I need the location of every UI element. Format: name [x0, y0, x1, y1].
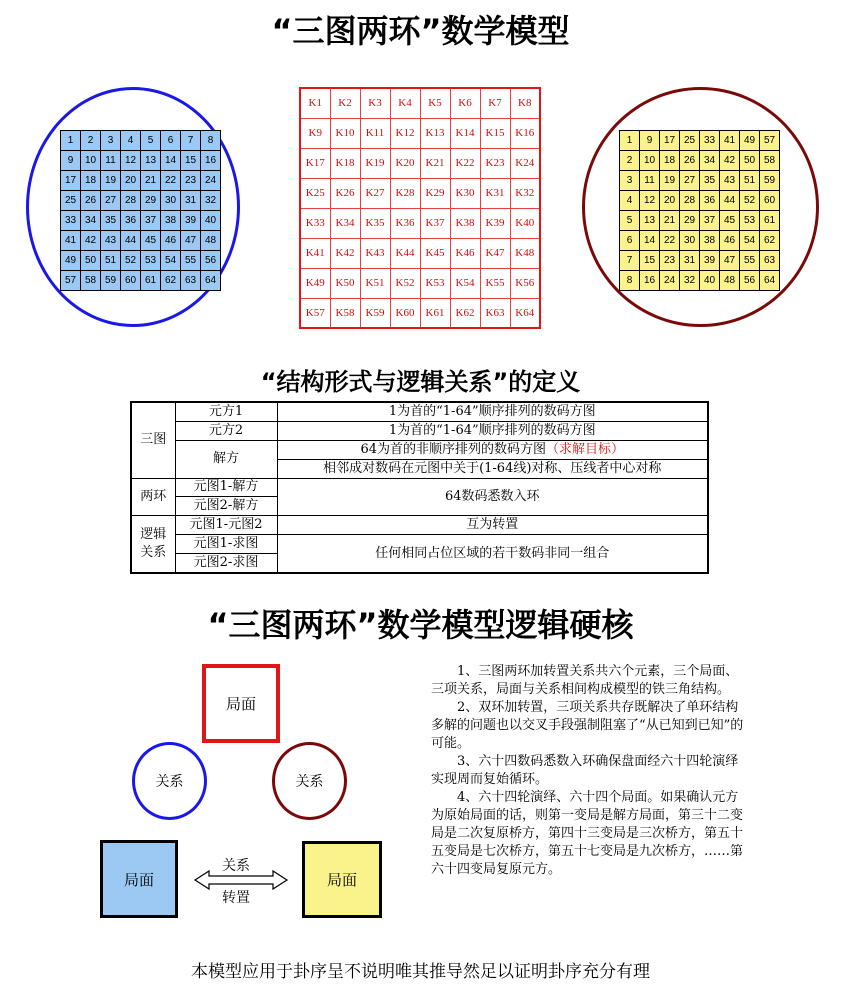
grid-cell: 46 [161, 231, 181, 251]
grid-cell: 45 [141, 231, 161, 251]
grid-cell: K20 [390, 148, 420, 178]
grid-cell: 2 [81, 131, 101, 151]
top-situation-box: 局面 [202, 664, 280, 743]
grid-cell: 12 [640, 191, 660, 211]
grid-cell: K41 [300, 238, 330, 268]
grid-cell: K25 [300, 178, 330, 208]
left-relation-ring: 关系 [132, 742, 207, 820]
row-l3: 元图2-求图 [175, 554, 277, 573]
grid-cell: K45 [420, 238, 450, 268]
grid-cell: 29 [141, 191, 161, 211]
grid-cell: 24 [201, 171, 221, 191]
row-jf: 解方 [175, 440, 277, 478]
grid-cell: 37 [700, 211, 720, 231]
grid-cell: 54 [740, 231, 760, 251]
grid-cell: 31 [181, 191, 201, 211]
grid-row [300, 118, 540, 148]
grid-cell: 1 [620, 131, 640, 151]
grid-cell: K49 [300, 268, 330, 298]
grid-cell: 33 [61, 211, 81, 231]
grid-cell: K40 [510, 208, 540, 238]
grid-cell: K60 [390, 298, 420, 328]
grid-cell: 18 [81, 171, 101, 191]
grid-row [620, 151, 780, 171]
grid-cell: K46 [450, 238, 480, 268]
grid-row [300, 88, 540, 118]
grid-row [61, 271, 221, 291]
grid-cell: K56 [510, 268, 540, 298]
grid-cell: K59 [360, 298, 390, 328]
grid-cell: 20 [121, 171, 141, 191]
grid-cell: 29 [680, 211, 700, 231]
grid-row [61, 191, 221, 211]
grid-cell: 64 [201, 271, 221, 291]
left-situation-box: 局面 [100, 840, 178, 918]
grid-row [300, 238, 540, 268]
grid-row [620, 131, 780, 151]
grid-cell: 34 [81, 211, 101, 231]
grid-cell: 19 [101, 171, 121, 191]
grid-cell: 3 [620, 171, 640, 191]
grid-cell: 22 [161, 171, 181, 191]
group-three-figures: 三图 [131, 402, 175, 478]
grid-cell: 54 [161, 251, 181, 271]
grid-cell: 53 [141, 251, 161, 271]
grid-cell: 61 [141, 271, 161, 291]
grid-row [61, 231, 221, 251]
grid-cell: K1 [300, 88, 330, 118]
grid-cell: 5 [141, 131, 161, 151]
grid-cell: K57 [300, 298, 330, 328]
grid-cell: 5 [620, 211, 640, 231]
grid-cell: 30 [161, 191, 181, 211]
middle-k-grid [299, 87, 541, 329]
grid-cell: 43 [720, 171, 740, 191]
row-l-desc: 任何相同占位区域的若干数码非同一组合 [277, 535, 708, 573]
grid-cell: 49 [740, 131, 760, 151]
grid-cell: K21 [420, 148, 450, 178]
grid-row [620, 171, 780, 191]
grid-cell: 40 [201, 211, 221, 231]
grid-cell: 14 [161, 151, 181, 171]
grid-cell: 7 [181, 131, 201, 151]
grid-cell: 38 [161, 211, 181, 231]
row-yf1-desc: 1为首的“1-64”顺序排列的数码方图 [277, 402, 708, 421]
explanation-text [431, 663, 746, 879]
explanation-paragraph: 4、六十四轮演绎、六十四个局面。如果确认元方为原始局面的话，则第一变局是解方局面，第三十二变局是二次复原桥方，第四十三变局是三次桥方，第五十五变局是七次桥方，第五十七变局是九次桥方，……第六十四变局复原元方。 [431, 790, 744, 877]
grid-cell: 61 [760, 211, 780, 231]
grid-cell: 63 [181, 271, 201, 291]
grid-cell: K29 [420, 178, 450, 208]
grid-cell: 39 [700, 251, 720, 271]
grid-cell: 43 [101, 231, 121, 251]
grid-row [61, 151, 221, 171]
grid-cell: 32 [201, 191, 221, 211]
row-l1-desc: 互为转置 [277, 516, 708, 535]
grid-cell: 62 [760, 231, 780, 251]
grid-cell: 18 [660, 151, 680, 171]
grid-cell: 35 [101, 211, 121, 231]
grid-cell: 21 [660, 211, 680, 231]
grid-cell: 15 [181, 151, 201, 171]
grid-cell: K2 [330, 88, 360, 118]
grid-cell: K27 [360, 178, 390, 208]
definition-table [130, 401, 709, 574]
grid-cell: K39 [480, 208, 510, 238]
grid-row [620, 271, 780, 291]
group-logic: 逻辑关系 [131, 516, 175, 573]
grid-cell: 8 [201, 131, 221, 151]
grid-cell: 31 [680, 251, 700, 271]
grid-cell: K37 [420, 208, 450, 238]
grid-cell: 51 [101, 251, 121, 271]
grid-cell: 1 [61, 131, 81, 151]
grid-cell: K34 [330, 208, 360, 238]
grid-cell: 17 [660, 131, 680, 151]
grid-cell: 58 [81, 271, 101, 291]
grid-cell: K42 [330, 238, 360, 268]
grid-row [300, 298, 540, 328]
row-h2: 元图2-解方 [175, 497, 277, 516]
grid-cell: 4 [121, 131, 141, 151]
grid-cell: 25 [680, 131, 700, 151]
row-l1: 元图1-元图2 [175, 516, 277, 535]
grid-cell: 23 [181, 171, 201, 191]
grid-cell: 6 [161, 131, 181, 151]
grid-cell: 6 [620, 231, 640, 251]
grid-cell: 41 [61, 231, 81, 251]
grid-cell: 38 [700, 231, 720, 251]
grid-row [61, 211, 221, 231]
grid-cell: 56 [201, 251, 221, 271]
grid-cell: 26 [680, 151, 700, 171]
definition-title: “结构形式与逻辑关系”的定义 [260, 368, 581, 396]
group-two-rings: 两环 [131, 478, 175, 516]
grid-cell: K6 [450, 88, 480, 118]
grid-cell: 28 [680, 191, 700, 211]
explanation-paragraph: 2、双环加转置，三项关系共存既解决了单环结构多解的问题也以交叉手段强制阻塞了“从已知到已知”的可能。 [431, 700, 744, 751]
grid-cell: K47 [480, 238, 510, 268]
grid-cell: 25 [61, 191, 81, 211]
grid-cell: 27 [680, 171, 700, 191]
grid-cell: K32 [510, 178, 540, 208]
grid-row [300, 148, 540, 178]
grid-cell: 41 [720, 131, 740, 151]
grid-row [300, 208, 540, 238]
grid-cell: 52 [121, 251, 141, 271]
grid-cell: K15 [480, 118, 510, 148]
grid-cell: K31 [480, 178, 510, 208]
grid-cell: 44 [121, 231, 141, 251]
right-situation-box: 局面 [302, 841, 382, 918]
grid-cell: 19 [660, 171, 680, 191]
grid-cell: K38 [450, 208, 480, 238]
grid-cell: 48 [201, 231, 221, 251]
arrow-relation-label: 关系 [222, 858, 250, 874]
core-title: “三图两环”数学模型逻辑硬核 [207, 606, 634, 644]
grid-cell: 42 [720, 151, 740, 171]
grid-cell: 12 [121, 151, 141, 171]
grid-cell: 32 [680, 271, 700, 291]
grid-row [61, 251, 221, 271]
grid-cell: 57 [61, 271, 81, 291]
grid-cell: 53 [740, 211, 760, 231]
grid-cell: K61 [420, 298, 450, 328]
grid-cell: 52 [740, 191, 760, 211]
footer-note: 本模型应用于卦序呈不说明唯其推导然足以证明卦序充分有理 [191, 962, 650, 982]
grid-cell: 23 [660, 251, 680, 271]
grid-cell: 21 [141, 171, 161, 191]
row-jf-desc: 64为首的非顺序排列的数码方图（求解目标） [277, 440, 708, 459]
grid-cell: 36 [700, 191, 720, 211]
grid-cell: 48 [720, 271, 740, 291]
grid-row [61, 171, 221, 191]
grid-cell: K17 [300, 148, 330, 178]
row-h-desc: 64数码悉数入环 [277, 478, 708, 516]
grid-cell: 57 [760, 131, 780, 151]
solve-goal-note: （求解目标） [546, 441, 625, 457]
grid-cell: 13 [141, 151, 161, 171]
grid-cell: 28 [121, 191, 141, 211]
grid-cell: 58 [760, 151, 780, 171]
grid-row [620, 211, 780, 231]
explanation-paragraph: 3、六十四数码悉数入环确保盘面经六十四轮演绎实现周而复始循环。 [431, 754, 739, 787]
grid-cell: 7 [620, 251, 640, 271]
grid-cell: K4 [390, 88, 420, 118]
grid-cell: 42 [81, 231, 101, 251]
row-h1: 元图1-解方 [175, 478, 277, 497]
grid-cell: K9 [300, 118, 330, 148]
right-number-grid [619, 130, 780, 291]
grid-cell: K23 [480, 148, 510, 178]
grid-cell: 9 [640, 131, 660, 151]
grid-cell: 47 [720, 251, 740, 271]
grid-cell: 27 [101, 191, 121, 211]
row-yf2: 元方2 [175, 421, 277, 440]
main-title: “三图两环”数学模型 [271, 12, 570, 50]
grid-cell: K35 [360, 208, 390, 238]
grid-cell: K53 [420, 268, 450, 298]
grid-cell: 15 [640, 251, 660, 271]
grid-cell: K24 [510, 148, 540, 178]
explanation-paragraph: 1、三图两环加转置关系共六个元素，三个局面、三项关系，局面与关系相间构成模型的铁三角结构。 [431, 664, 739, 697]
row-yf2-desc: 1为首的“1-64”顺序排列的数码方图 [277, 421, 708, 440]
grid-cell: K44 [390, 238, 420, 268]
grid-cell: K22 [450, 148, 480, 178]
grid-cell: K51 [360, 268, 390, 298]
grid-cell: 64 [760, 271, 780, 291]
grid-cell: 13 [640, 211, 660, 231]
grid-cell: 34 [700, 151, 720, 171]
grid-cell: K63 [480, 298, 510, 328]
grid-cell: 3 [101, 131, 121, 151]
grid-cell: 36 [121, 211, 141, 231]
grid-cell: 4 [620, 191, 640, 211]
grid-cell: K12 [390, 118, 420, 148]
grid-cell: 39 [181, 211, 201, 231]
grid-row [61, 131, 221, 151]
grid-cell: 62 [161, 271, 181, 291]
grid-cell: 40 [700, 271, 720, 291]
grid-row [300, 178, 540, 208]
grid-cell: K58 [330, 298, 360, 328]
grid-row [300, 268, 540, 298]
grid-cell: 17 [61, 171, 81, 191]
grid-cell: K13 [420, 118, 450, 148]
grid-cell: 11 [640, 171, 660, 191]
grid-cell: 60 [121, 271, 141, 291]
grid-cell: K30 [450, 178, 480, 208]
grid-cell: 22 [660, 231, 680, 251]
grid-cell: 50 [740, 151, 760, 171]
grid-cell: 46 [720, 231, 740, 251]
grid-cell: 56 [740, 271, 760, 291]
grid-cell: K52 [390, 268, 420, 298]
grid-cell: K28 [390, 178, 420, 208]
arrow-transpose-label: 转置 [222, 890, 250, 906]
grid-cell: 26 [81, 191, 101, 211]
grid-cell: K48 [510, 238, 540, 268]
grid-row [620, 191, 780, 211]
grid-cell: 20 [660, 191, 680, 211]
grid-cell: 24 [660, 271, 680, 291]
grid-cell: 45 [720, 211, 740, 231]
grid-cell: K62 [450, 298, 480, 328]
right-relation-ring: 关系 [272, 742, 347, 820]
row-l2: 元图1-求图 [175, 535, 277, 554]
grid-cell: 59 [101, 271, 121, 291]
grid-cell: K36 [390, 208, 420, 238]
grid-cell: 33 [700, 131, 720, 151]
grid-cell: K55 [480, 268, 510, 298]
grid-cell: K26 [330, 178, 360, 208]
grid-cell: K11 [360, 118, 390, 148]
grid-cell: K10 [330, 118, 360, 148]
grid-cell: 37 [141, 211, 161, 231]
grid-cell: K64 [510, 298, 540, 328]
grid-cell: 55 [181, 251, 201, 271]
grid-cell: 11 [101, 151, 121, 171]
grid-cell: 63 [760, 251, 780, 271]
grid-cell: 35 [700, 171, 720, 191]
grid-cell: 59 [760, 171, 780, 191]
grid-cell: K3 [360, 88, 390, 118]
grid-cell: K16 [510, 118, 540, 148]
grid-cell: K43 [360, 238, 390, 268]
grid-cell: 47 [181, 231, 201, 251]
grid-cell: K7 [480, 88, 510, 118]
grid-cell: 10 [640, 151, 660, 171]
grid-cell: 16 [201, 151, 221, 171]
grid-cell: K18 [330, 148, 360, 178]
grid-cell: 30 [680, 231, 700, 251]
grid-cell: 16 [640, 271, 660, 291]
grid-cell: 50 [81, 251, 101, 271]
grid-row [620, 251, 780, 271]
grid-cell: 49 [61, 251, 81, 271]
grid-cell: K5 [420, 88, 450, 118]
grid-cell: K19 [360, 148, 390, 178]
grid-cell: K33 [300, 208, 330, 238]
grid-cell: 8 [620, 271, 640, 291]
row-jf-desc2: 相邻成对数码在元图中关于(1-64线)对称、压线者中心对称 [277, 459, 708, 478]
grid-row [620, 231, 780, 251]
grid-cell: 10 [81, 151, 101, 171]
grid-cell: 55 [740, 251, 760, 271]
grid-cell: 2 [620, 151, 640, 171]
row-yf1: 元方1 [175, 402, 277, 421]
grid-cell: 14 [640, 231, 660, 251]
grid-cell: 60 [760, 191, 780, 211]
left-number-grid [60, 130, 221, 291]
grid-cell: 44 [720, 191, 740, 211]
grid-cell: 51 [740, 171, 760, 191]
grid-cell: K14 [450, 118, 480, 148]
grid-cell: K8 [510, 88, 540, 118]
grid-cell: K54 [450, 268, 480, 298]
grid-cell: K50 [330, 268, 360, 298]
grid-cell: 9 [61, 151, 81, 171]
